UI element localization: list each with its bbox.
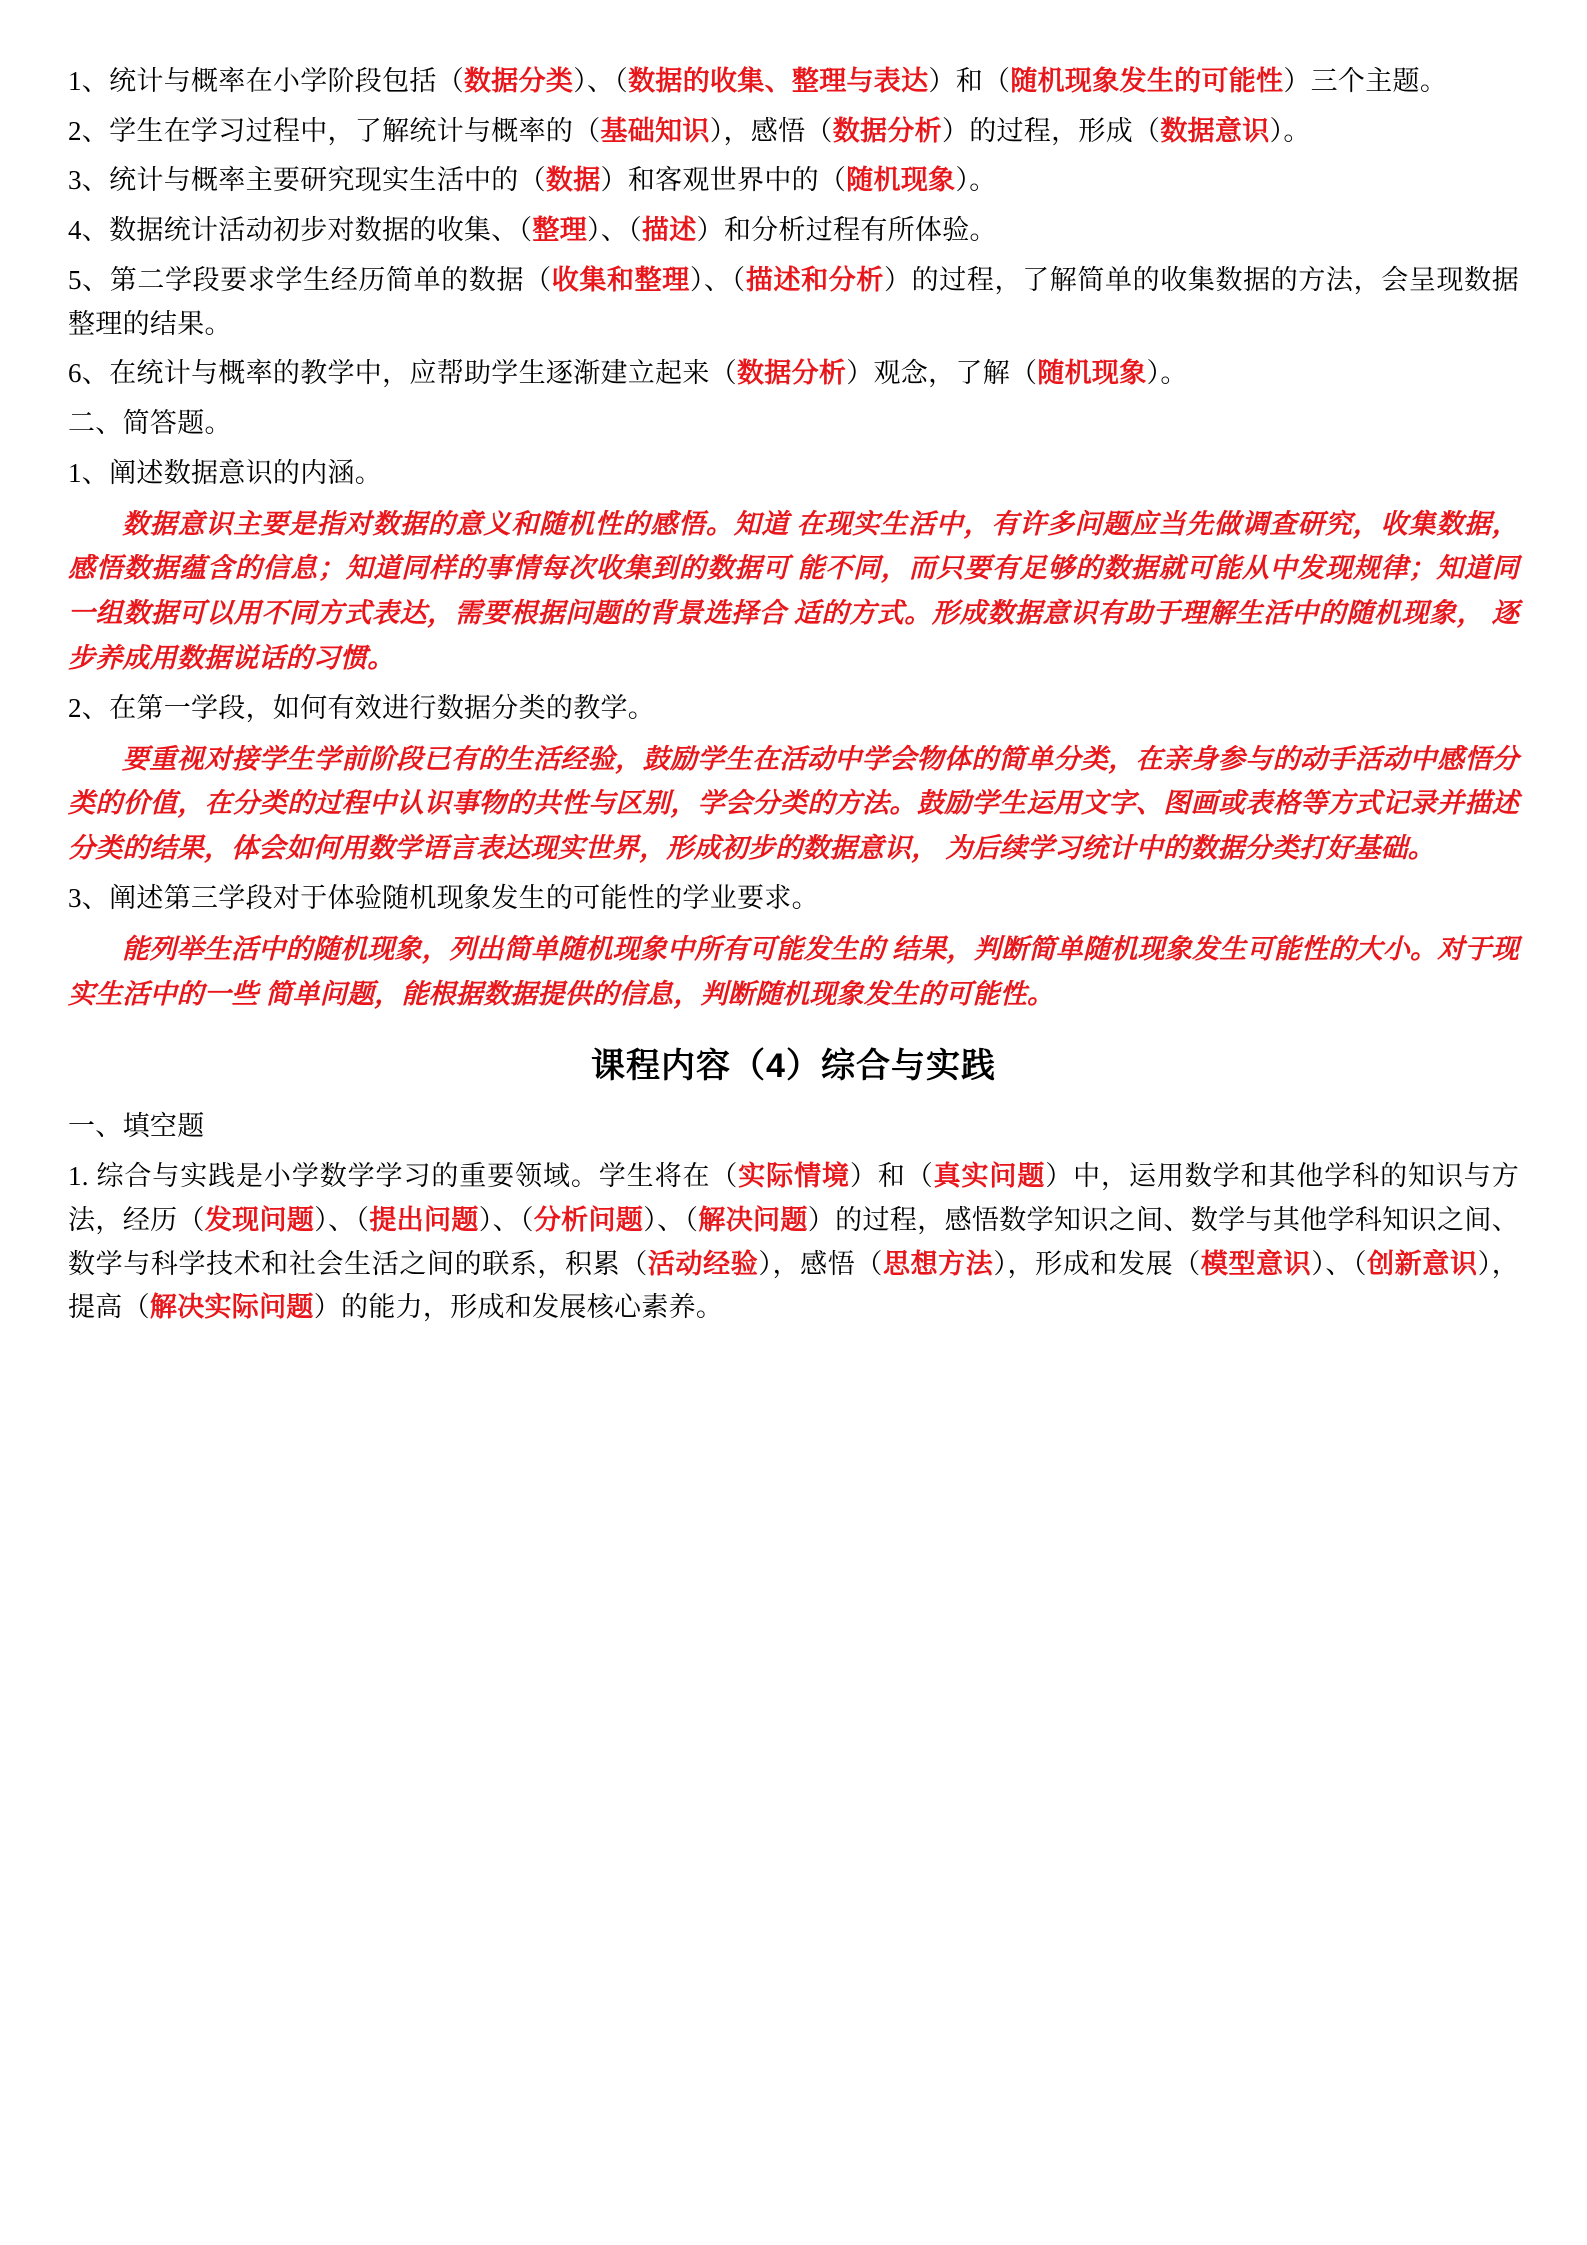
- text-run: ），提高（: [68, 1248, 1520, 1323]
- text-run: 1、阐述数据意识的内涵。: [68, 457, 383, 488]
- inline-answer: 实际情境: [738, 1161, 850, 1192]
- inline-answer: 随机现象发生的可能性: [1010, 66, 1284, 96]
- text-run: 二、简答题。: [68, 408, 232, 439]
- text-run: ）、（: [1311, 1248, 1368, 1279]
- text-run: 一、填空题: [68, 1111, 205, 1142]
- inline-answer: 收集和整理: [551, 264, 690, 295]
- inline-answer: 随机现象: [1037, 358, 1147, 389]
- question-paragraph: [68, 259, 1519, 346]
- text-run: ）的能力，形成和发展核心素养。: [313, 1292, 724, 1323]
- text-run: ）观念，了解（: [846, 358, 1038, 389]
- text-run: 2、学生在学习过程中，了解统计与概率的（: [68, 115, 601, 146]
- inline-answer: 数据分析: [737, 358, 847, 389]
- section-title: 课程内容（4）综合与实践: [591, 1047, 996, 1086]
- text-run: ）和（: [928, 66, 1011, 96]
- document-body: [68, 60, 1519, 1330]
- text-run: ），形成和发展（: [993, 1248, 1201, 1279]
- inline-answer: 创新意识: [1367, 1248, 1478, 1279]
- question-paragraph: [68, 209, 1519, 253]
- text-run: ），感悟（: [709, 115, 833, 146]
- text-run: ）、（: [573, 66, 629, 96]
- text-run: 1. 综合与实践是小学数学学习的重要领域。学生将在（: [68, 1161, 739, 1192]
- text-run: ）的过程，形成（: [941, 115, 1161, 146]
- answer-paragraph: 数据意识主要是指对数据的意义和随机性的感悟。知道 在现实生活中，有许多问题应当先做调查研究，收集数据， 感悟数据蕴含的信息；知道同样的事情每次收集到的数据可 能不同，而只要有足够的数据就可能从中发现规律；知道同 一组数据可以用不同方式表达，需要根据问题的背景选择合 适的方式。形成数据意识有助于理解生活中的随机现象， 逐 步养成用数据说话的习惯。: [68, 508, 1519, 674]
- question-paragraph: [68, 110, 1519, 154]
- answer-paragraph: 能列举生活中的随机现象，列出简单随机现象中所有可能发生的 结果，判断简单随机现象发生可能性的大小。对于现实生活中的一些 简单问题，能根据数据提供的信息，判断随机现象发生的可能性。: [68, 933, 1519, 1009]
- inline-answer: 数据的收集、整理与表达: [628, 66, 929, 96]
- inline-answer: 活动经验: [647, 1248, 759, 1279]
- text-run: ）、（: [643, 1204, 699, 1235]
- inline-answer: 真实问题: [933, 1161, 1046, 1192]
- text-run: ）。: [1269, 115, 1311, 146]
- question-paragraph: [68, 687, 1519, 731]
- text-run: ）和（: [849, 1161, 934, 1192]
- inline-answer: 分析问题: [533, 1204, 644, 1235]
- inline-answer: 数据分类: [464, 66, 574, 96]
- text-run: ）和客观世界中的（: [600, 165, 847, 196]
- inline-answer: 解决实际问题: [149, 1292, 314, 1323]
- text-run: 2、在第一学段，如何有效进行数据分类的教学。: [68, 692, 656, 723]
- text-run: ）。: [1146, 358, 1188, 389]
- inline-answer: 描述: [641, 215, 697, 246]
- inline-answer: 基础知识: [600, 115, 710, 146]
- text-run: ）的过程，了解简单的收集数据的方法，会呈现数据整理的结果。: [68, 264, 1520, 339]
- answer-paragraph: 要重视对接学生学前阶段已有的生活经验，鼓励学生在活动中学会物体的简单分类，在亲身参与的动手活动中感悟分类的价值，在分类的过程中认识事物的共性与区别，学会分类的方法。鼓励学生运用文字、图画或表格等方式记录并描述分类的结果，体会如何用数学语言表达现实世界，形成初步的数据意识， 为后续学习统计中的数据分类打好基础。: [68, 743, 1519, 864]
- text-run: ）、（: [689, 264, 746, 295]
- question-paragraph: [68, 1155, 1519, 1330]
- inline-answer: 数据: [545, 165, 601, 196]
- inline-answer: 数据分析: [832, 115, 942, 146]
- text-run: 6、在统计与概率的教学中，应帮助学生逐渐建立起来（: [68, 358, 737, 389]
- text-run: ）。: [955, 165, 997, 196]
- inline-answer: 解决问题: [698, 1204, 808, 1235]
- question-paragraph: [68, 402, 1519, 446]
- text-run: ）、（: [478, 1204, 534, 1235]
- text-run: 3、阐述第三学段对于体验随机现象发生的可能性的学业要求。: [68, 883, 819, 914]
- text-run: ）三个主题。: [1283, 66, 1448, 96]
- text-run: ）和分析过程有所体验。: [696, 215, 997, 246]
- text-run: 3、统计与概率主要研究现实生活中的（: [68, 165, 546, 196]
- inline-answer: 提出问题: [369, 1204, 479, 1235]
- inline-answer: 随机现象: [846, 165, 956, 196]
- text-run: 5、第二学段要求学生经历简单的数据（: [68, 264, 552, 295]
- text-run: 4、数据统计活动初步对数据的收集、（: [68, 215, 533, 246]
- inline-answer: 模型意识: [1200, 1248, 1312, 1279]
- text-run: ）的过程，感悟数学知识之间、数学与其他学科知识之间、数学与科学技术和社会生活之间的联系，积累（: [68, 1204, 1520, 1279]
- text-run: ），感悟（: [758, 1248, 883, 1279]
- question-paragraph: [68, 159, 1519, 203]
- text-run: ）中，运用数学和其他学科的知识与方法，经历（: [68, 1161, 1520, 1235]
- text-run: ）、（: [314, 1204, 370, 1235]
- question-paragraph: [68, 877, 1519, 921]
- question-paragraph: [68, 1105, 1519, 1149]
- question-paragraph: [68, 352, 1519, 396]
- inline-answer: 描述和分析: [745, 264, 884, 295]
- inline-answer: 发现问题: [204, 1204, 315, 1235]
- text-run: 1、统计与概率在小学阶段包括（: [68, 66, 464, 96]
- inline-answer: 整理: [532, 215, 588, 246]
- question-paragraph: [68, 452, 1519, 496]
- inline-answer: 思想方法: [882, 1248, 994, 1279]
- text-run: ）、（: [587, 215, 642, 246]
- question-paragraph: [68, 60, 1519, 104]
- inline-answer: 数据意识: [1160, 115, 1270, 146]
